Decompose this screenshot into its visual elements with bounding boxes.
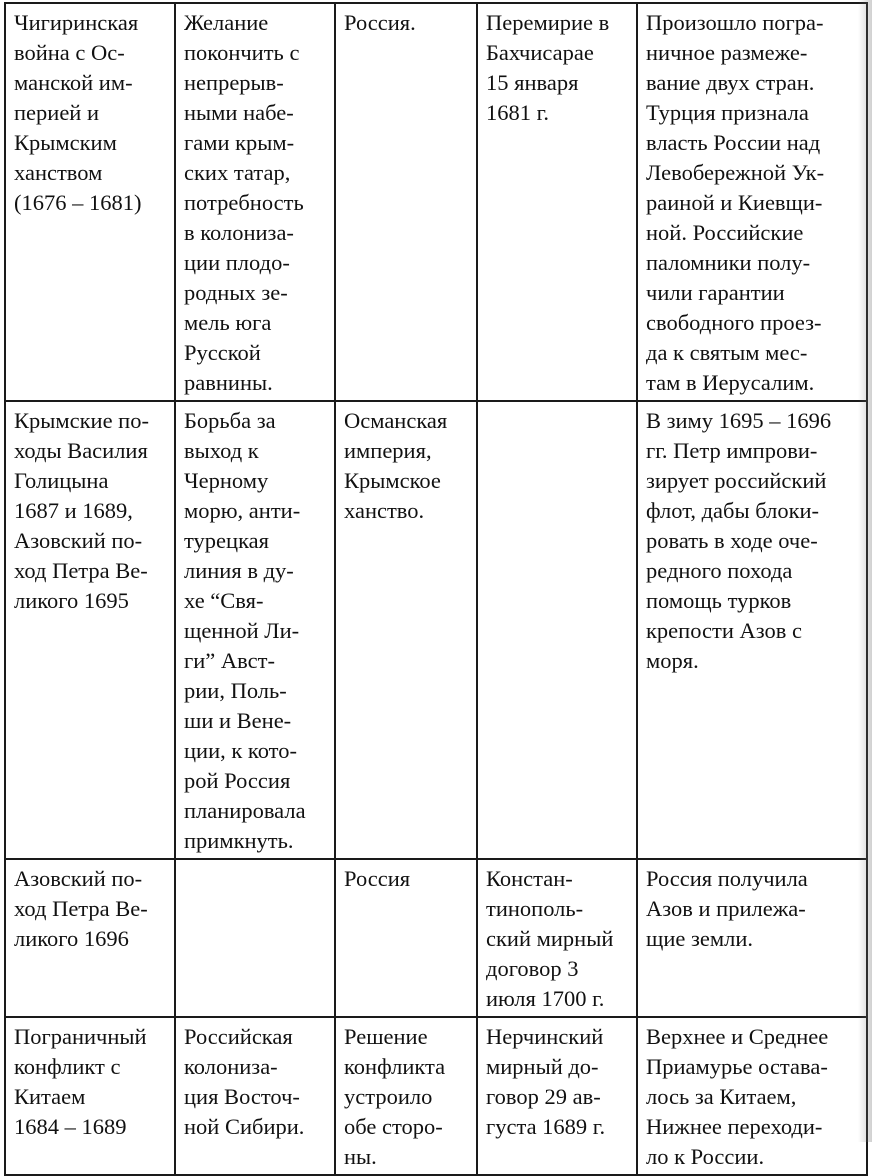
- initiator-text: Решение конфликта устроило обе сторо- ны.: [344, 1024, 446, 1169]
- treaty-text: Перемирие в Бахчисарае 15 января 1681 г.: [486, 10, 610, 125]
- initiator-text: Россия.: [344, 10, 416, 35]
- conflict-text: Крымские по- ходы Василия Голицына 1687 и 1689, Азовский по- ход Петра Ве- ликого 1695: [14, 408, 149, 613]
- initiator-text: Османская империя, Крымское ханство.: [344, 408, 448, 523]
- history-table: [4, 2, 868, 1176]
- conflict-text: Азовский по- ход Петра Ве- ликого 1696: [14, 866, 148, 951]
- treaty-text: Нерчинский мирный до- говор 29 ав- густа 1689 г.: [486, 1024, 606, 1139]
- initiator-cell: [335, 401, 477, 859]
- results-cell: [637, 401, 867, 859]
- causes-text: Российская колониза- ция Восточ- ной Сибири.: [184, 1024, 305, 1139]
- causes-cell: [175, 859, 335, 1017]
- results-cell: [637, 1017, 867, 1175]
- treaty-cell: [477, 859, 637, 1017]
- conflict-cell: [5, 3, 175, 401]
- conflict-cell: [5, 401, 175, 859]
- results-text: Произошло погра- ничное размеже- вание двух стран. Турция признала власть России над Левобережной Ук- раиной и Киевщи- ной. Российские паломники полу- чили гарантии свободного проез- да к святым мес- там в Иерусалим.: [646, 10, 825, 395]
- initiator-cell: [335, 3, 477, 401]
- scan-edge-shadow: [858, 0, 872, 1142]
- treaty-text: Констан- тинополь- ский мирный договор 3 июля 1700 г.: [486, 866, 614, 1011]
- conflict-cell: [5, 859, 175, 1017]
- causes-cell: [175, 401, 335, 859]
- conflict-text: Чигиринская война с Ос- манской им- перией и Крымским ханством (1676 – 1681): [14, 10, 142, 215]
- initiator-cell: [335, 859, 477, 1017]
- treaty-cell: [477, 1017, 637, 1175]
- initiator-cell: [335, 1017, 477, 1175]
- table-row: [5, 401, 867, 859]
- initiator-text: Россия: [344, 866, 411, 891]
- results-text: Россия получила Азов и прилежа- щие земли.: [646, 866, 808, 951]
- results-cell: [637, 859, 867, 1017]
- table-row: [5, 1017, 867, 1175]
- causes-text: Борьба за выход к Черному морю, анти- турецкая линия в ду- хе “Свя- щенной Ли- ги” Авст- рии, Поль- ши и Вене- ции, к кото- рой Россия планировала примкнуть.: [184, 408, 306, 853]
- results-text: Верхнее и Среднее Приамурье остава- лось за Китаем, Нижнее переходи- ло к России.: [646, 1024, 829, 1169]
- conflict-cell: [5, 1017, 175, 1175]
- treaty-cell: [477, 3, 637, 401]
- causes-cell: [175, 1017, 335, 1175]
- table-row: [5, 3, 867, 401]
- results-text: В зиму 1695 – 1696 гг. Петр импрови- зирует российский флот, дабы блоки- ровать в ходе оче- редного похода помощь турков крепости Азов с моря.: [646, 408, 832, 673]
- results-cell: [637, 3, 867, 401]
- table-row: [5, 859, 867, 1017]
- causes-text: Желание покончить с непрерыв- ными набе- гами крым- ских татар, потребность в колониза- ции плодо- родных зе- мель юга Русской равнины.: [184, 10, 304, 395]
- conflict-text: Пограничный конфликт с Китаем 1684 – 1689: [14, 1024, 147, 1139]
- treaty-cell: [477, 401, 637, 859]
- causes-cell: [175, 3, 335, 401]
